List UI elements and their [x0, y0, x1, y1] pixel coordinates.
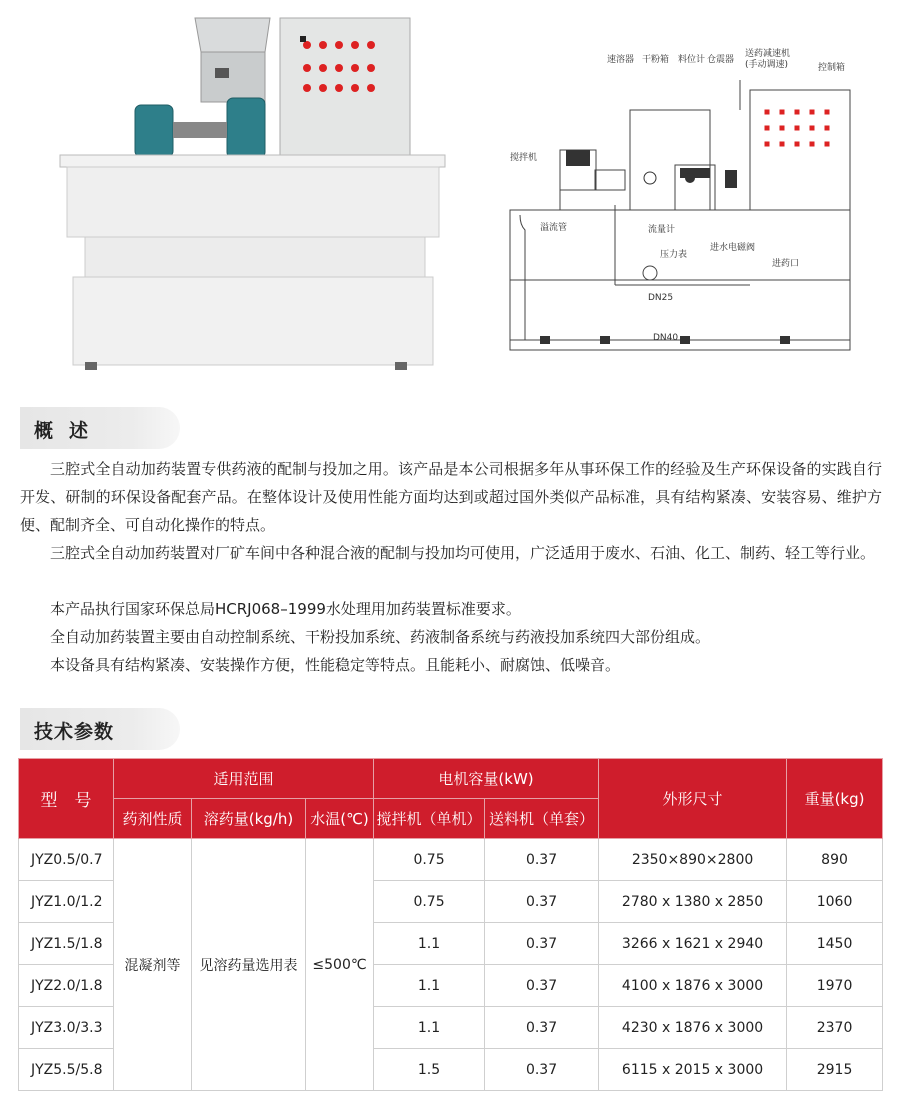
cell-agent-type: 混凝剂等: [114, 839, 192, 1091]
label-level-meter: 料位计: [678, 55, 706, 65]
label-dissolver: 速溶器: [607, 55, 635, 65]
cell-weight: 2915: [787, 1049, 883, 1091]
label-mixer: 搅拌机: [510, 153, 538, 163]
label-solenoid: 进水电磁阀: [710, 243, 756, 253]
overview-paragraph-5: 本设备具有结构紧凑、安装操作方便，性能稳定等特点。且能耗小、耐腐蚀、低噪音。: [50, 656, 621, 674]
cell-dimensions: 4100 x 1876 x 3000: [599, 965, 787, 1007]
label-overflow: 溢流管: [540, 223, 568, 233]
cell-model: JYZ0.5/0.7: [19, 839, 114, 881]
cell-dosage: 见溶药量选用表: [192, 839, 306, 1091]
label-powder-box: 干粉箱: [642, 55, 670, 65]
cell-model: JYZ5.5/5.8: [19, 1049, 114, 1091]
cell-model: JYZ3.0/3.3: [19, 1007, 114, 1049]
header-range: 适用范围: [114, 759, 374, 799]
cell-weight: 1970: [787, 965, 883, 1007]
cell-feeder: 0.37: [485, 923, 599, 965]
cell-dimensions: 2780 x 1380 x 2850: [599, 881, 787, 923]
label-manual-speed: (手动调速): [745, 60, 789, 70]
label-pressure-gauge: 压力表: [660, 250, 688, 260]
cell-mixer: 1.1: [374, 965, 485, 1007]
header-feeder: 送料机（单套）: [485, 799, 599, 839]
cell-water-temp: ≤500℃: [306, 839, 374, 1091]
overview-paragraph-3: 本产品执行国家环保总局HCRJ068–1999水处理用加药装置标准要求。: [50, 600, 521, 618]
cell-mixer: 1.1: [374, 923, 485, 965]
label-feed-reducer: 送药减速机: [745, 49, 791, 59]
cell-weight: 1060: [787, 881, 883, 923]
header-dimensions: 外形尺寸: [599, 759, 787, 839]
cell-mixer: 0.75: [374, 881, 485, 923]
cell-mixer: 0.75: [374, 839, 485, 881]
label-dn40: DN40: [653, 333, 679, 343]
cell-weight: 1450: [787, 923, 883, 965]
cell-feeder: 0.37: [485, 839, 599, 881]
cell-dimensions: 2350×890×2800: [599, 839, 787, 881]
cell-weight: 890: [787, 839, 883, 881]
cell-feeder: 0.37: [485, 1007, 599, 1049]
cell-model: JYZ2.0/1.8: [19, 965, 114, 1007]
label-vibrator: 仓震器: [707, 55, 735, 65]
label-flowmeter: 流量计: [648, 225, 676, 235]
header-weight: 重量(kg): [787, 759, 883, 839]
header-water-temp: 水温(℃): [306, 799, 374, 839]
overview-paragraph-1: 三腔式全自动加药装置专供药液的配制与投加之用。该产品是本公司根据多年从事环保工作的经验及生产环保设备的实践自行开发、研制的环保设备配套产品。在整体设计及使用性能方面均达到或超过国外类似产品标准，具有结构紧凑、安装容易、维护方便、配制齐全、可自动化操作的特点。: [20, 460, 882, 534]
label-inlet: 进药口: [772, 259, 800, 269]
specs-header: [20, 708, 180, 750]
cell-model: JYZ1.5/1.8: [19, 923, 114, 965]
specs-title: 技术参数: [34, 721, 115, 743]
schematic-diagram: [500, 40, 860, 370]
header-dosage: 溶药量(kg/h): [192, 799, 306, 839]
cell-mixer: 1.1: [374, 1007, 485, 1049]
table-row: [19, 839, 883, 881]
label-control-box: 控制箱: [818, 63, 846, 73]
cell-dimensions: 3266 x 1621 x 2940: [599, 923, 787, 965]
product-photo: [55, 10, 450, 372]
header-model: 型 号: [19, 759, 114, 839]
cell-feeder: 0.37: [485, 881, 599, 923]
overview-paragraph-4: 全自动加药装置主要由自动控制系统、干粉投加系统、药液制备系统与药液投加系统四大部份组成。: [50, 628, 711, 646]
cell-feeder: 0.37: [485, 965, 599, 1007]
header-agent-type: 药剂性质: [114, 799, 192, 839]
cell-dimensions: 6115 x 2015 x 3000: [599, 1049, 787, 1091]
overview-header: [20, 407, 180, 449]
cell-dimensions: 4230 x 1876 x 3000: [599, 1007, 787, 1049]
overview-paragraph-2: 三腔式全自动加药装置对厂矿车间中各种混合液的配制与投加均可使用，广泛适用于废水、石油、化工、制药、轻工等行业。: [50, 544, 876, 562]
cell-feeder: 0.37: [485, 1049, 599, 1091]
label-dn25: DN25: [648, 293, 674, 303]
cell-weight: 2370: [787, 1007, 883, 1049]
specs-table: [18, 758, 883, 1091]
overview-title: 概述: [34, 420, 105, 442]
header-motor: 电机容量(kW): [374, 759, 599, 799]
header-mixer: 搅拌机（单机）: [374, 799, 485, 839]
cell-model: JYZ1.0/1.2: [19, 881, 114, 923]
cell-mixer: 1.5: [374, 1049, 485, 1091]
